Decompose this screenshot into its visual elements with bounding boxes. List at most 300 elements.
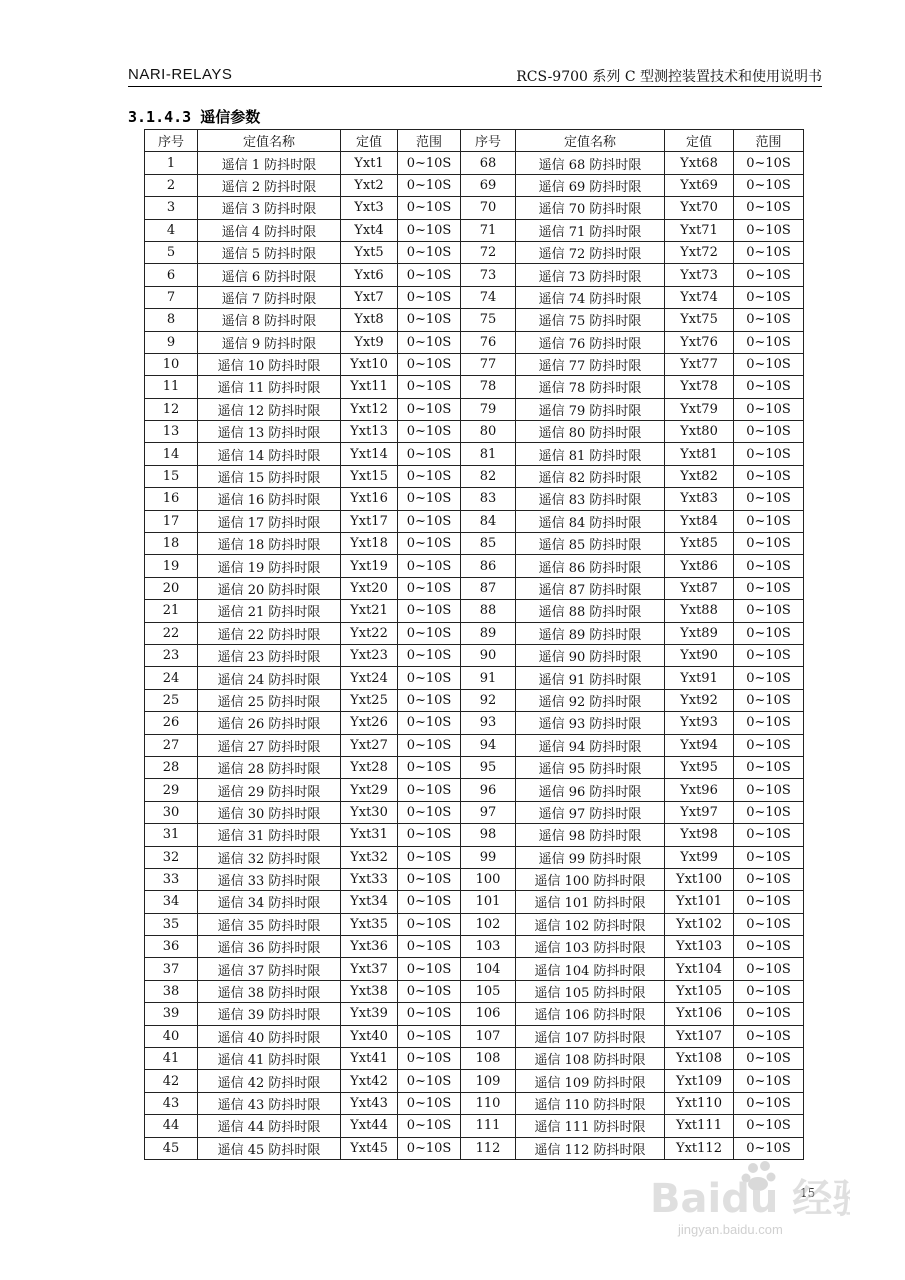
setting-code-cell: Yxt100	[665, 868, 734, 890]
setting-name-cell: 遥信 20 防抖时限	[198, 577, 341, 599]
range-cell: 0~10S	[398, 824, 461, 846]
setting-name-cell: 遥信 111 防抖时限	[516, 1115, 665, 1137]
range-cell: 0~10S	[734, 667, 804, 689]
setting-name-cell: 遥信 7 防抖时限	[198, 286, 341, 308]
seq-cell: 39	[145, 1003, 198, 1025]
setting-name-cell: 遥信 19 防抖时限	[198, 555, 341, 577]
setting-code-cell: Yxt5	[341, 241, 398, 263]
setting-name-cell: 遥信 30 防抖时限	[198, 801, 341, 823]
setting-name-cell: 遥信 13 防抖时限	[198, 421, 341, 443]
range-cell: 0~10S	[734, 734, 804, 756]
setting-name-cell: 遥信 42 防抖时限	[198, 1070, 341, 1092]
setting-code-cell: Yxt24	[341, 667, 398, 689]
seq-cell: 44	[145, 1115, 198, 1137]
seq-cell: 104	[461, 958, 516, 980]
setting-name-cell: 遥信 68 防抖时限	[516, 152, 665, 174]
range-cell: 0~10S	[398, 734, 461, 756]
seq-cell: 81	[461, 443, 516, 465]
seq-cell: 94	[461, 734, 516, 756]
setting-code-cell: Yxt7	[341, 286, 398, 308]
setting-name-cell: 遥信 106 防抖时限	[516, 1003, 665, 1025]
table-row	[145, 734, 804, 756]
setting-name-cell: 遥信 112 防抖时限	[516, 1137, 665, 1159]
range-cell: 0~10S	[398, 197, 461, 219]
range-cell: 0~10S	[734, 443, 804, 465]
seq-cell: 103	[461, 936, 516, 958]
range-cell: 0~10S	[734, 353, 804, 375]
setting-code-cell: Yxt81	[665, 443, 734, 465]
range-cell: 0~10S	[734, 286, 804, 308]
range-cell: 0~10S	[398, 219, 461, 241]
seq-cell: 10	[145, 353, 198, 375]
range-cell: 0~10S	[398, 264, 461, 286]
setting-name-cell: 遥信 26 防抖时限	[198, 712, 341, 734]
seq-cell: 42	[145, 1070, 198, 1092]
column-header: 范围	[734, 130, 804, 152]
setting-name-cell: 遥信 44 防抖时限	[198, 1115, 341, 1137]
range-cell: 0~10S	[734, 331, 804, 353]
range-cell: 0~10S	[398, 465, 461, 487]
setting-code-cell: Yxt83	[665, 488, 734, 510]
setting-code-cell: Yxt34	[341, 891, 398, 913]
setting-code-cell: Yxt111	[665, 1115, 734, 1137]
seq-cell: 85	[461, 533, 516, 555]
seq-cell: 111	[461, 1115, 516, 1137]
table-row	[145, 958, 804, 980]
seq-cell: 71	[461, 219, 516, 241]
setting-code-cell: Yxt78	[665, 376, 734, 398]
setting-name-cell: 遥信 74 防抖时限	[516, 286, 665, 308]
seq-cell: 69	[461, 174, 516, 196]
page-header	[128, 64, 822, 87]
setting-code-cell: Yxt96	[665, 779, 734, 801]
seq-cell: 74	[461, 286, 516, 308]
setting-name-cell: 遥信 98 防抖时限	[516, 824, 665, 846]
table-row	[145, 421, 804, 443]
range-cell: 0~10S	[398, 555, 461, 577]
column-header: 范围	[398, 130, 461, 152]
table-row	[145, 868, 804, 890]
seq-cell: 8	[145, 309, 198, 331]
seq-cell: 75	[461, 309, 516, 331]
range-cell: 0~10S	[398, 913, 461, 935]
range-cell: 0~10S	[398, 801, 461, 823]
setting-name-cell: 遥信 41 防抖时限	[198, 1048, 341, 1070]
setting-code-cell: Yxt104	[665, 958, 734, 980]
setting-name-cell: 遥信 25 防抖时限	[198, 689, 341, 711]
setting-code-cell: Yxt105	[665, 980, 734, 1002]
setting-code-cell: Yxt73	[665, 264, 734, 286]
setting-code-cell: Yxt17	[341, 510, 398, 532]
setting-code-cell: Yxt103	[665, 936, 734, 958]
setting-code-cell: Yxt70	[665, 197, 734, 219]
range-cell: 0~10S	[734, 421, 804, 443]
seq-cell: 90	[461, 644, 516, 666]
setting-name-cell: 遥信 94 防抖时限	[516, 734, 665, 756]
setting-name-cell: 遥信 73 防抖时限	[516, 264, 665, 286]
table-row	[145, 488, 804, 510]
seq-cell: 33	[145, 868, 198, 890]
setting-code-cell: Yxt72	[665, 241, 734, 263]
range-cell: 0~10S	[398, 644, 461, 666]
setting-code-cell: Yxt95	[665, 756, 734, 778]
setting-name-cell: 遥信 86 防抖时限	[516, 555, 665, 577]
setting-name-cell: 遥信 8 防抖时限	[198, 309, 341, 331]
setting-code-cell: Yxt98	[665, 824, 734, 846]
setting-code-cell: Yxt107	[665, 1025, 734, 1047]
seq-cell: 93	[461, 712, 516, 734]
setting-code-cell: Yxt109	[665, 1070, 734, 1092]
setting-name-cell: 遥信 108 防抖时限	[516, 1048, 665, 1070]
setting-name-cell: 遥信 5 防抖时限	[198, 241, 341, 263]
table-row	[145, 533, 804, 555]
table-row	[145, 644, 804, 666]
setting-code-cell: Yxt37	[341, 958, 398, 980]
setting-name-cell: 遥信 18 防抖时限	[198, 533, 341, 555]
setting-code-cell: Yxt11	[341, 376, 398, 398]
column-header: 定值名称	[516, 130, 665, 152]
setting-code-cell: Yxt88	[665, 600, 734, 622]
setting-name-cell: 遥信 88 防抖时限	[516, 600, 665, 622]
setting-name-cell: 遥信 12 防抖时限	[198, 398, 341, 420]
table-row	[145, 241, 804, 263]
seq-cell: 3	[145, 197, 198, 219]
table-row	[145, 824, 804, 846]
setting-code-cell: Yxt1	[341, 152, 398, 174]
setting-code-cell: Yxt79	[665, 398, 734, 420]
setting-code-cell: Yxt36	[341, 936, 398, 958]
range-cell: 0~10S	[398, 980, 461, 1002]
setting-code-cell: Yxt38	[341, 980, 398, 1002]
setting-code-cell: Yxt27	[341, 734, 398, 756]
seq-cell: 32	[145, 846, 198, 868]
table-row	[145, 577, 804, 599]
range-cell: 0~10S	[734, 577, 804, 599]
setting-name-cell: 遥信 28 防抖时限	[198, 756, 341, 778]
setting-name-cell: 遥信 16 防抖时限	[198, 488, 341, 510]
range-cell: 0~10S	[734, 644, 804, 666]
setting-name-cell: 遥信 9 防抖时限	[198, 331, 341, 353]
seq-cell: 28	[145, 756, 198, 778]
header-brand: NARI-RELAYS	[128, 66, 233, 83]
column-header: 序号	[145, 130, 198, 152]
range-cell: 0~10S	[398, 936, 461, 958]
setting-name-cell: 遥信 99 防抖时限	[516, 846, 665, 868]
seq-cell: 112	[461, 1137, 516, 1159]
seq-cell: 35	[145, 913, 198, 935]
seq-cell: 70	[461, 197, 516, 219]
setting-name-cell: 遥信 14 防抖时限	[198, 443, 341, 465]
setting-name-cell: 遥信 11 防抖时限	[198, 376, 341, 398]
range-cell: 0~10S	[734, 533, 804, 555]
seq-cell: 108	[461, 1048, 516, 1070]
seq-cell: 5	[145, 241, 198, 263]
seq-cell: 21	[145, 600, 198, 622]
seq-cell: 101	[461, 891, 516, 913]
setting-code-cell: Yxt15	[341, 465, 398, 487]
setting-code-cell: Yxt82	[665, 465, 734, 487]
setting-code-cell: Yxt86	[665, 555, 734, 577]
setting-code-cell: Yxt94	[665, 734, 734, 756]
seq-cell: 17	[145, 510, 198, 532]
setting-name-cell: 遥信 21 防抖时限	[198, 600, 341, 622]
seq-cell: 95	[461, 756, 516, 778]
setting-code-cell: Yxt99	[665, 846, 734, 868]
setting-code-cell: Yxt80	[665, 421, 734, 443]
range-cell: 0~10S	[398, 846, 461, 868]
setting-code-cell: Yxt14	[341, 443, 398, 465]
setting-name-cell: 遥信 31 防抖时限	[198, 824, 341, 846]
table-row	[145, 443, 804, 465]
range-cell: 0~10S	[734, 376, 804, 398]
setting-name-cell: 遥信 75 防抖时限	[516, 309, 665, 331]
setting-name-cell: 遥信 69 防抖时限	[516, 174, 665, 196]
range-cell: 0~10S	[398, 1115, 461, 1137]
range-cell: 0~10S	[734, 398, 804, 420]
range-cell: 0~10S	[734, 824, 804, 846]
setting-name-cell: 遥信 17 防抖时限	[198, 510, 341, 532]
range-cell: 0~10S	[734, 1115, 804, 1137]
setting-name-cell: 遥信 4 防抖时限	[198, 219, 341, 241]
setting-name-cell: 遥信 72 防抖时限	[516, 241, 665, 263]
setting-code-cell: Yxt25	[341, 689, 398, 711]
table-row	[145, 980, 804, 1002]
table-row	[145, 465, 804, 487]
seq-cell: 99	[461, 846, 516, 868]
range-cell: 0~10S	[398, 891, 461, 913]
range-cell: 0~10S	[734, 1048, 804, 1070]
seq-cell: 84	[461, 510, 516, 532]
range-cell: 0~10S	[398, 1070, 461, 1092]
setting-name-cell: 遥信 3 防抖时限	[198, 197, 341, 219]
setting-code-cell: Yxt19	[341, 555, 398, 577]
table-row	[145, 555, 804, 577]
setting-code-cell: Yxt91	[665, 667, 734, 689]
seq-cell: 77	[461, 353, 516, 375]
seq-cell: 109	[461, 1070, 516, 1092]
table-row	[145, 891, 804, 913]
seq-cell: 82	[461, 465, 516, 487]
setting-code-cell: Yxt26	[341, 712, 398, 734]
seq-cell: 18	[145, 533, 198, 555]
seq-cell: 78	[461, 376, 516, 398]
range-cell: 0~10S	[734, 801, 804, 823]
range-cell: 0~10S	[734, 555, 804, 577]
range-cell: 0~10S	[734, 958, 804, 980]
seq-cell: 100	[461, 868, 516, 890]
seq-cell: 26	[145, 712, 198, 734]
range-cell: 0~10S	[734, 1070, 804, 1092]
range-cell: 0~10S	[734, 980, 804, 1002]
range-cell: 0~10S	[398, 1025, 461, 1047]
range-cell: 0~10S	[734, 622, 804, 644]
range-cell: 0~10S	[734, 219, 804, 241]
setting-name-cell: 遥信 103 防抖时限	[516, 936, 665, 958]
setting-name-cell: 遥信 77 防抖时限	[516, 353, 665, 375]
range-cell: 0~10S	[398, 421, 461, 443]
range-cell: 0~10S	[398, 756, 461, 778]
setting-name-cell: 遥信 96 防抖时限	[516, 779, 665, 801]
seq-cell: 1	[145, 152, 198, 174]
seq-cell: 105	[461, 980, 516, 1002]
setting-code-cell: Yxt29	[341, 779, 398, 801]
range-cell: 0~10S	[734, 779, 804, 801]
seq-cell: 86	[461, 555, 516, 577]
seq-cell: 4	[145, 219, 198, 241]
range-cell: 0~10S	[398, 353, 461, 375]
table-row	[145, 936, 804, 958]
setting-code-cell: Yxt20	[341, 577, 398, 599]
setting-code-cell: Yxt42	[341, 1070, 398, 1092]
range-cell: 0~10S	[734, 309, 804, 331]
range-cell: 0~10S	[398, 779, 461, 801]
range-cell: 0~10S	[734, 264, 804, 286]
seq-cell: 72	[461, 241, 516, 263]
setting-code-cell: Yxt12	[341, 398, 398, 420]
range-cell: 0~10S	[734, 197, 804, 219]
setting-code-cell: Yxt39	[341, 1003, 398, 1025]
range-cell: 0~10S	[398, 398, 461, 420]
table-row	[145, 1137, 804, 1159]
setting-name-cell: 遥信 109 防抖时限	[516, 1070, 665, 1092]
setting-name-cell: 遥信 89 防抖时限	[516, 622, 665, 644]
setting-code-cell: Yxt108	[665, 1048, 734, 1070]
seq-cell: 6	[145, 264, 198, 286]
seq-cell: 37	[145, 958, 198, 980]
setting-code-cell: Yxt110	[665, 1092, 734, 1114]
range-cell: 0~10S	[734, 465, 804, 487]
seq-cell: 19	[145, 555, 198, 577]
setting-name-cell: 遥信 82 防抖时限	[516, 465, 665, 487]
setting-name-cell: 遥信 35 防抖时限	[198, 913, 341, 935]
table-row	[145, 309, 804, 331]
range-cell: 0~10S	[734, 241, 804, 263]
setting-name-cell: 遥信 1 防抖时限	[198, 152, 341, 174]
table-row	[145, 1048, 804, 1070]
setting-name-cell: 遥信 39 防抖时限	[198, 1003, 341, 1025]
setting-name-cell: 遥信 93 防抖时限	[516, 712, 665, 734]
setting-code-cell: Yxt106	[665, 1003, 734, 1025]
seq-cell: 20	[145, 577, 198, 599]
params-table	[144, 129, 804, 1160]
setting-code-cell: Yxt90	[665, 644, 734, 666]
table-row	[145, 846, 804, 868]
setting-code-cell: Yxt6	[341, 264, 398, 286]
setting-code-cell: Yxt75	[665, 309, 734, 331]
setting-code-cell: Yxt45	[341, 1137, 398, 1159]
seq-cell: 15	[145, 465, 198, 487]
setting-code-cell: Yxt3	[341, 197, 398, 219]
setting-name-cell: 遥信 24 防抖时限	[198, 667, 341, 689]
setting-name-cell: 遥信 91 防抖时限	[516, 667, 665, 689]
setting-name-cell: 遥信 107 防抖时限	[516, 1025, 665, 1047]
table-row	[145, 331, 804, 353]
setting-code-cell: Yxt32	[341, 846, 398, 868]
setting-code-cell: Yxt44	[341, 1115, 398, 1137]
column-header: 定值名称	[198, 130, 341, 152]
setting-name-cell: 遥信 83 防抖时限	[516, 488, 665, 510]
setting-code-cell: Yxt71	[665, 219, 734, 241]
section-title: 3.1.4.3 遥信参数	[128, 108, 261, 126]
setting-name-cell: 遥信 90 防抖时限	[516, 644, 665, 666]
setting-name-cell: 遥信 38 防抖时限	[198, 980, 341, 1002]
setting-code-cell: Yxt74	[665, 286, 734, 308]
table-row	[145, 353, 804, 375]
seq-cell: 23	[145, 644, 198, 666]
setting-code-cell: Yxt76	[665, 331, 734, 353]
table-row	[145, 1070, 804, 1092]
range-cell: 0~10S	[734, 600, 804, 622]
range-cell: 0~10S	[398, 510, 461, 532]
range-cell: 0~10S	[734, 756, 804, 778]
watermark	[650, 1160, 850, 1250]
watermark-logo-text: Baidu 经	[650, 1176, 833, 1222]
range-cell: 0~10S	[734, 1092, 804, 1114]
table-row	[145, 264, 804, 286]
seq-cell: 98	[461, 824, 516, 846]
table-row	[145, 600, 804, 622]
setting-name-cell: 遥信 87 防抖时限	[516, 577, 665, 599]
setting-code-cell: Yxt4	[341, 219, 398, 241]
setting-code-cell: Yxt33	[341, 868, 398, 890]
setting-name-cell: 遥信 2 防抖时限	[198, 174, 341, 196]
column-header: 序号	[461, 130, 516, 152]
setting-code-cell: Yxt84	[665, 510, 734, 532]
setting-code-cell: Yxt23	[341, 644, 398, 666]
setting-name-cell: 遥信 84 防抖时限	[516, 510, 665, 532]
setting-code-cell: Yxt41	[341, 1048, 398, 1070]
setting-name-cell: 遥信 36 防抖时限	[198, 936, 341, 958]
table-row	[145, 756, 804, 778]
setting-name-cell: 遥信 71 防抖时限	[516, 219, 665, 241]
setting-code-cell: Yxt102	[665, 913, 734, 935]
range-cell: 0~10S	[734, 174, 804, 196]
setting-name-cell: 遥信 43 防抖时限	[198, 1092, 341, 1114]
table-row	[145, 779, 804, 801]
range-cell: 0~10S	[398, 488, 461, 510]
seq-cell: 43	[145, 1092, 198, 1114]
setting-name-cell: 遥信 29 防抖时限	[198, 779, 341, 801]
seq-cell: 96	[461, 779, 516, 801]
range-cell: 0~10S	[734, 936, 804, 958]
seq-cell: 25	[145, 689, 198, 711]
range-cell: 0~10S	[398, 712, 461, 734]
seq-cell: 30	[145, 801, 198, 823]
setting-code-cell: Yxt22	[341, 622, 398, 644]
setting-name-cell: 遥信 100 防抖时限	[516, 868, 665, 890]
range-cell: 0~10S	[398, 443, 461, 465]
watermark-url: jingyan.baidu.com	[678, 1222, 783, 1237]
setting-name-cell: 遥信 15 防抖时限	[198, 465, 341, 487]
setting-name-cell: 遥信 70 防抖时限	[516, 197, 665, 219]
seq-cell: 102	[461, 913, 516, 935]
seq-cell: 13	[145, 421, 198, 443]
setting-code-cell: Yxt9	[341, 331, 398, 353]
setting-name-cell: 遥信 78 防抖时限	[516, 376, 665, 398]
setting-name-cell: 遥信 76 防抖时限	[516, 331, 665, 353]
table-row	[145, 197, 804, 219]
range-cell: 0~10S	[398, 533, 461, 555]
setting-name-cell: 遥信 101 防抖时限	[516, 891, 665, 913]
setting-code-cell: Yxt40	[341, 1025, 398, 1047]
seq-cell: 89	[461, 622, 516, 644]
table-row	[145, 398, 804, 420]
range-cell: 0~10S	[398, 174, 461, 196]
table-row	[145, 510, 804, 532]
setting-name-cell: 遥信 33 防抖时限	[198, 868, 341, 890]
setting-name-cell: 遥信 32 防抖时限	[198, 846, 341, 868]
range-cell: 0~10S	[398, 667, 461, 689]
